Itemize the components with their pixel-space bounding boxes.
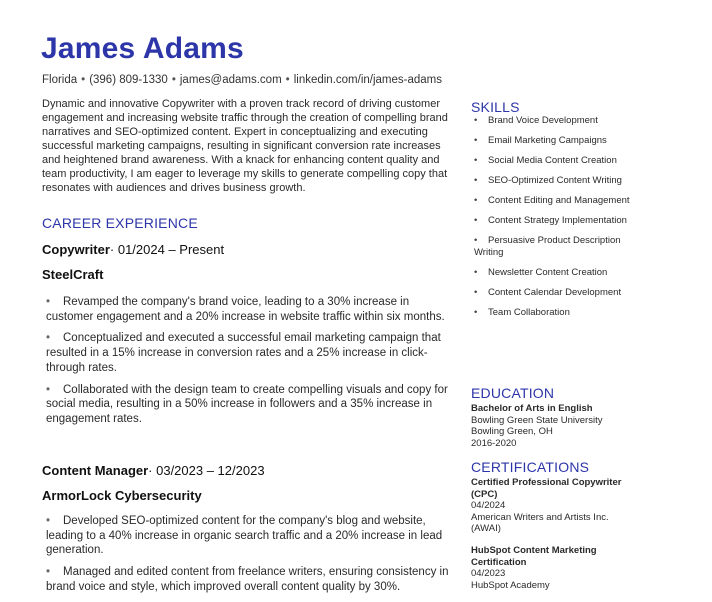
- certification-name: Certified Professional Copywriter (CPC): [471, 477, 622, 500]
- bullet-icon: •: [474, 267, 478, 278]
- certification-entry: [471, 545, 631, 591]
- skill-item: [474, 235, 634, 259]
- bullet-icon: •: [46, 566, 51, 579]
- skill-text: Content Strategy Implementation: [488, 215, 627, 226]
- bullet-icon: •: [474, 215, 478, 226]
- education-entry: [471, 403, 651, 449]
- job-role: Content Manager: [42, 463, 149, 478]
- bullet-text: Managed and edited content from freelance writers, ensuring consistency in brand voice and style, which improved overall content quality by 30%.: [46, 566, 449, 593]
- degree: Bachelor of Arts in English: [471, 403, 593, 414]
- education-section-title: EDUCATION: [471, 385, 555, 401]
- job-bullets: [42, 514, 454, 602]
- professional-summary: Dynamic and innovative Copywriter with a proven track record of driving customer engagement and increasing website traffic through the creation of compelling brand narratives and SEO-optimized content. Expert in conceptualizing and executing successful marketing campaigns, resulting in significant conversion rate increases and heightened brand awareness. With a knack for enhancing content quality and team productivity, I am eager to leverage my skills to generate compelling copy that resonates with audiences and drives business growth.: [42, 98, 448, 194]
- certification-date: 04/2023: [471, 568, 506, 579]
- job-header: [42, 463, 265, 478]
- contact-separator: •: [171, 74, 176, 86]
- skill-text: Content Calendar Development: [488, 287, 622, 298]
- bullet-text: Collaborated with the design team to create compelling visuals and copy for social media, resulting in a 50% increase in followers and a 35% increase in engagement rates.: [46, 383, 448, 425]
- bullet-icon: •: [474, 235, 478, 246]
- contact-email[interactable]: james@adams.com: [179, 74, 282, 86]
- contact-separator: •: [81, 74, 86, 86]
- candidate-name: James Adams: [41, 32, 244, 65]
- job-dates: · 03/2023 – 12/2023: [148, 463, 265, 478]
- contact-phone: (396) 809-1330: [89, 74, 168, 86]
- list-item: [42, 295, 454, 324]
- certification-entry: [471, 477, 631, 535]
- skill-text: Email Marketing Campaigns: [488, 135, 607, 146]
- contact-line: [42, 74, 442, 86]
- job-bullets: [42, 295, 454, 434]
- career-section-title: CAREER EXPERIENCE: [42, 215, 198, 231]
- bullet-icon: •: [474, 307, 478, 318]
- bullet-icon: •: [46, 296, 51, 308]
- bullet-icon: •: [474, 195, 478, 206]
- school: Bowling Green State University: [471, 414, 603, 426]
- skill-text: Social Media Content Creation: [488, 155, 617, 166]
- list-item: [42, 514, 454, 558]
- job-company: SteelCraft: [42, 267, 104, 282]
- bullet-icon: •: [474, 115, 478, 126]
- bullet-icon: •: [474, 135, 478, 146]
- certifications-section-title: CERTIFICATIONS: [471, 459, 590, 475]
- bullet-icon: •: [46, 515, 51, 527]
- skill-item: [474, 287, 634, 299]
- list-item: [42, 383, 454, 427]
- education-years: 2016-2020: [471, 437, 517, 449]
- bullet-icon: •: [46, 383, 51, 396]
- skill-item: [474, 215, 634, 227]
- job-role: Copywriter: [42, 242, 110, 257]
- skill-text: SEO-Optimized Content Writing: [488, 175, 622, 186]
- school-location: Bowling Green, OH: [471, 426, 553, 437]
- skill-item: [474, 175, 634, 187]
- bullet-icon: •: [46, 332, 51, 345]
- contact-separator: •: [285, 74, 290, 86]
- skill-item: [474, 267, 634, 279]
- skills-list: [474, 115, 634, 327]
- skill-item: [474, 155, 634, 167]
- skills-section-title: SKILLS: [471, 99, 520, 115]
- skill-text: Brand Voice Development: [488, 115, 598, 126]
- bullet-text: Conceptualized and executed a successful email marketing campaign that resulted in a 15% increase in conversion rates and a 25% increase in click-through rates.: [46, 332, 441, 374]
- job-dates: · 01/2024 – Present: [109, 242, 225, 257]
- skill-text: Team Collaboration: [488, 307, 570, 318]
- bullet-icon: •: [474, 175, 478, 186]
- bullet-text: Developed SEO-optimized content for the company's blog and website, leading to a 40% increase in organic search traffic and a 20% increase in lead generation.: [46, 515, 443, 557]
- skill-item: [474, 307, 634, 319]
- certification-issuer: American Writers and Artists Inc. (AWAI): [471, 511, 609, 534]
- job-company: ArmorLock Cybersecurity: [42, 488, 202, 503]
- certification-date: 04/2024: [471, 500, 506, 511]
- contact-location: Florida: [42, 74, 78, 86]
- skill-text: Persuasive Product Description Writing: [474, 235, 621, 258]
- certification-name: HubSpot Content Marketing Certification: [471, 545, 597, 568]
- skill-item: [474, 115, 634, 127]
- list-item: [42, 565, 454, 594]
- bullet-text: Revamped the company's brand voice, leading to a 30% increase in customer engagement and a 20% increase in website traffic within six months.: [46, 296, 445, 323]
- bullet-icon: •: [474, 287, 478, 298]
- skill-text: Newsletter Content Creation: [488, 267, 608, 278]
- job-header: [42, 242, 224, 257]
- bullet-icon: •: [474, 155, 478, 166]
- skill-item: [474, 135, 634, 147]
- contact-linkedin[interactable]: linkedin.com/in/james-adams: [293, 74, 442, 86]
- certification-issuer: HubSpot Academy: [471, 579, 550, 591]
- list-item: [42, 331, 454, 375]
- skill-item: [474, 195, 634, 207]
- skill-text: Content Editing and Management: [488, 195, 630, 206]
